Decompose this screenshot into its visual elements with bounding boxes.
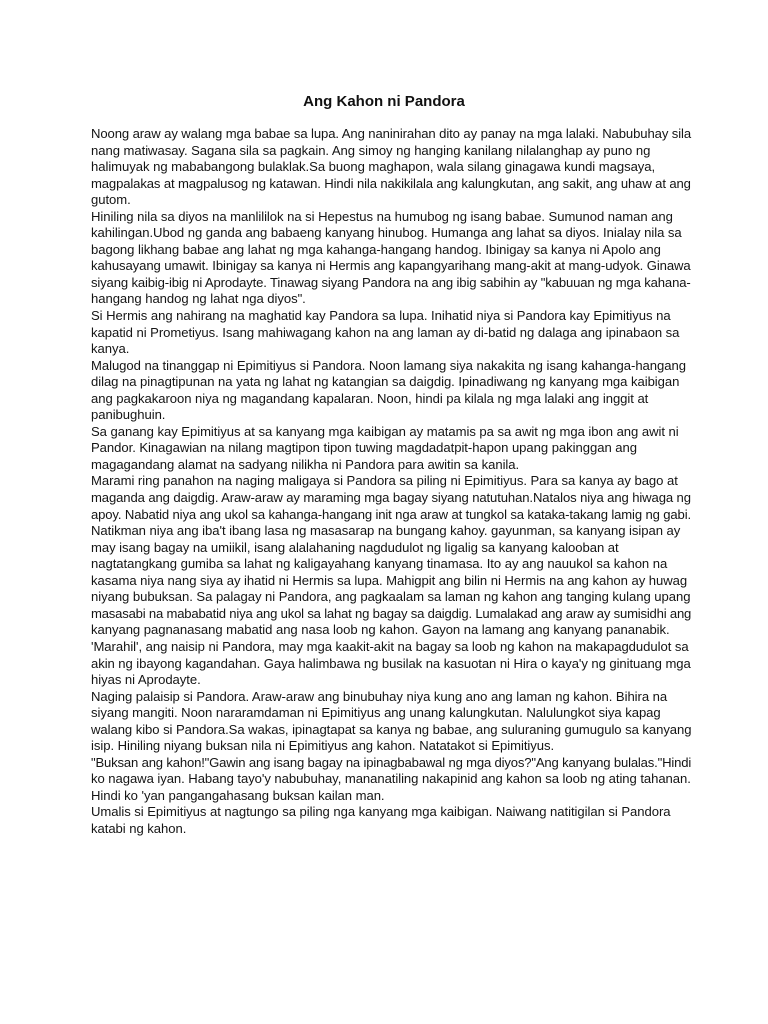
text-line: Malugod na tinanggap ni Epimitiyus si Pandora. Noon lamang siya nakakita ng isang kahanga-hangang xyxy=(91,357,686,373)
text-line: katabi ng kahon. xyxy=(91,820,187,836)
text-line: "Buksan ang kahon!"Gawin ang isang bagay na ipinagbabawal ng mga diyos?"Ang kanyang bulalas."Hindi xyxy=(91,754,692,770)
text-line: Umalis si Epimitiyus at nagtungo sa piling nga kanyang mga kaibigan. Naiwang natitigilan si Pandora xyxy=(91,804,671,820)
text-line: masasabi na mababatid niya ang ukol sa lahat ng bagay sa daigdig. Lumalakad ang araw ay sumisidhi ang xyxy=(91,605,692,621)
text-line: ko nagawa iyan. Habang tayo'y nabubuhay, mananatiling nakapinid ang kahon sa loob ng ating tahanan. xyxy=(91,771,691,787)
text-line: kapatid ni Prometiyus. Isang mahiwagang kahon na ang laman ay di-batid ng dalaga ang ipinabaon sa xyxy=(91,324,680,340)
text-line: kasama niya nang siya ay ihatid ni Hermis sa lupa. Mahigpit ang bilin ni Hermis na ang kahon ay huwag xyxy=(91,572,688,588)
document-body xyxy=(91,126,691,838)
text-line: maganda ang daigdig. Araw-araw ay maraming mga bagay siyang natutuhan.Natalos niya ang hiwaga ng xyxy=(91,490,691,506)
text-line: gutom. xyxy=(91,192,131,208)
text-line: niyang bubuksan. Sa palagay ni Pandora, ang pagkaalam sa laman ng kahon ang tanging kulang upang xyxy=(91,589,691,605)
text-line: kanyang pagnanasang mabatid ang nasa loob ng kahon. Gayon na lamang ang kanyang pananabik. xyxy=(91,622,670,638)
text-line: dilag na pinagtipunan na yata ng lahat ng katangian sa daigdig. Ipinadiwang ng kanyang mga kaibigan xyxy=(91,374,680,390)
text-line: Natikman niya ang iba't ibang lasa ng masasarap na bungang kahoy. gayunman, sa kanyang isipan ay xyxy=(91,523,681,539)
text-line: Naging palaisip si Pandora. Araw-araw ang binubuhay niya kung ano ang laman ng kahon. Bihira na xyxy=(91,688,668,704)
document-title: Ang Kahon ni Pandora xyxy=(303,93,465,110)
text-line: magagandang alamat na sadyang nilikha ni Pandora para awitin sa kanila. xyxy=(91,456,520,472)
text-line: siyang kaibig-ibig ni Aprodayte. Tinawag siyang Pandora na ang ibig sabihin ay "kabuuan ng mga kahana- xyxy=(91,274,691,290)
text-line: may isang bagay na umiikil, isang alalahaning nagdudulot ng ligalig sa kanyang kalooban at xyxy=(91,539,619,555)
text-line: 'Marahil', ang naisip ni Pandora, may mga kaakit-akit na bagay sa loob ng kahon na makapagdudulot sa xyxy=(91,638,689,654)
text-line: walang kibo si Pandora.Sa wakas, ipinagtapat sa kanya ng babae, ang suluraning gumugulo sa kanyang xyxy=(91,721,692,737)
text-line: apoy. Nabatid niya ang ukol sa kahanga-hangang init nga araw at tungkol sa kataka-takang lamig ng gabi. xyxy=(91,506,691,522)
text-line: hangang handog ng lahat nga diyos". xyxy=(91,291,306,307)
text-line: kanya. xyxy=(91,341,130,357)
text-line: Hiniling nila sa diyos na manlililok na si Hepestus na humubog ng isang babae. Sumunod naman ang xyxy=(91,208,673,224)
text-line: panibughuin. xyxy=(91,407,166,423)
text-line: Pandor. Kinagawian na nilang magtipon tipon tuwing magdadatpit-hapon upang pakinggan ang xyxy=(91,440,637,456)
text-line: Marami ring panahon na naging maligaya si Pandora sa piling ni Epimitiyus. Para sa kanya ay bago at xyxy=(91,473,678,489)
text-line: kahilingan.Ubod ng ganda ang babaeng kanyang hinubog. Humanga ang lahat sa diyos. Inialay nila sa xyxy=(91,225,682,241)
text-line: siyang mangiti. Noon nararamdaman ni Epimitiyus ang unang kalungkutan. Nalulungkot siya kapag xyxy=(91,705,661,721)
text-line: kahusayang umawit. Ibinigay sa kanya ni Hermis ang kapangyarihang mang-akit at mang-udyok. Ginawa xyxy=(91,258,691,274)
text-line: bagong likhang babae ang lahat ng mga kahanga-hangang handog. Ibinigay sa kanya ni Apolo ang xyxy=(91,241,661,257)
text-line: isip. Hiniling niyang buksan nila ni Epimitiyus ang kahon. Natatakot si Epimitiyus. xyxy=(91,738,555,754)
text-line: magpalakas at magpalusog ng katawan. Hindi nila nakikilala ang kalungkutan, ang sakit, ang uhaw at ang xyxy=(91,175,691,191)
text-line: Sa ganang kay Epimitiyus at sa kanyang mga kaibigan ay matamis pa sa awit ng mga ibon ang awit ni xyxy=(91,423,679,439)
text-line: nagtatangkang gumiba sa lahat ng kaligayahang kanyang tinamasa. Ito ay ang nauukol sa kahon na xyxy=(91,556,668,572)
text-line: ang pagkakaroon niya ng magandang kapalaran. Noon, hindi pa kilala ng mga lalaki ang inggit at xyxy=(91,390,649,406)
text-line: hiyas ni Aprodayte. xyxy=(91,672,201,688)
text-line: Hindi ko 'yan pangangahasang buksan kailan man. xyxy=(91,787,385,803)
text-line: halimuyak ng mababangong bulaklak.Sa buong maghapon, wala silang ginagawa kundi magsaya, xyxy=(91,159,656,175)
text-line: akin ng ibayong kagandahan. Gaya halimbawa ng busilak na kasuotan ni Hira o kaya'y ng ginituang mga xyxy=(91,655,691,671)
text-line: nang matiwasay. Sagana sila sa pagkain. Ang simoy ng hanging kanilang nilalanghap ay puno ng xyxy=(91,142,651,158)
text-line: Noong araw ay walang mga babae sa lupa. Ang naninirahan dito ay panay na mga lalaki. Nabubuhay sila xyxy=(91,126,692,141)
text-line: Si Hermis ang nahirang na maghatid kay Pandora sa lupa. Inihatid niya si Pandora kay Epimitiyus na xyxy=(91,308,671,324)
